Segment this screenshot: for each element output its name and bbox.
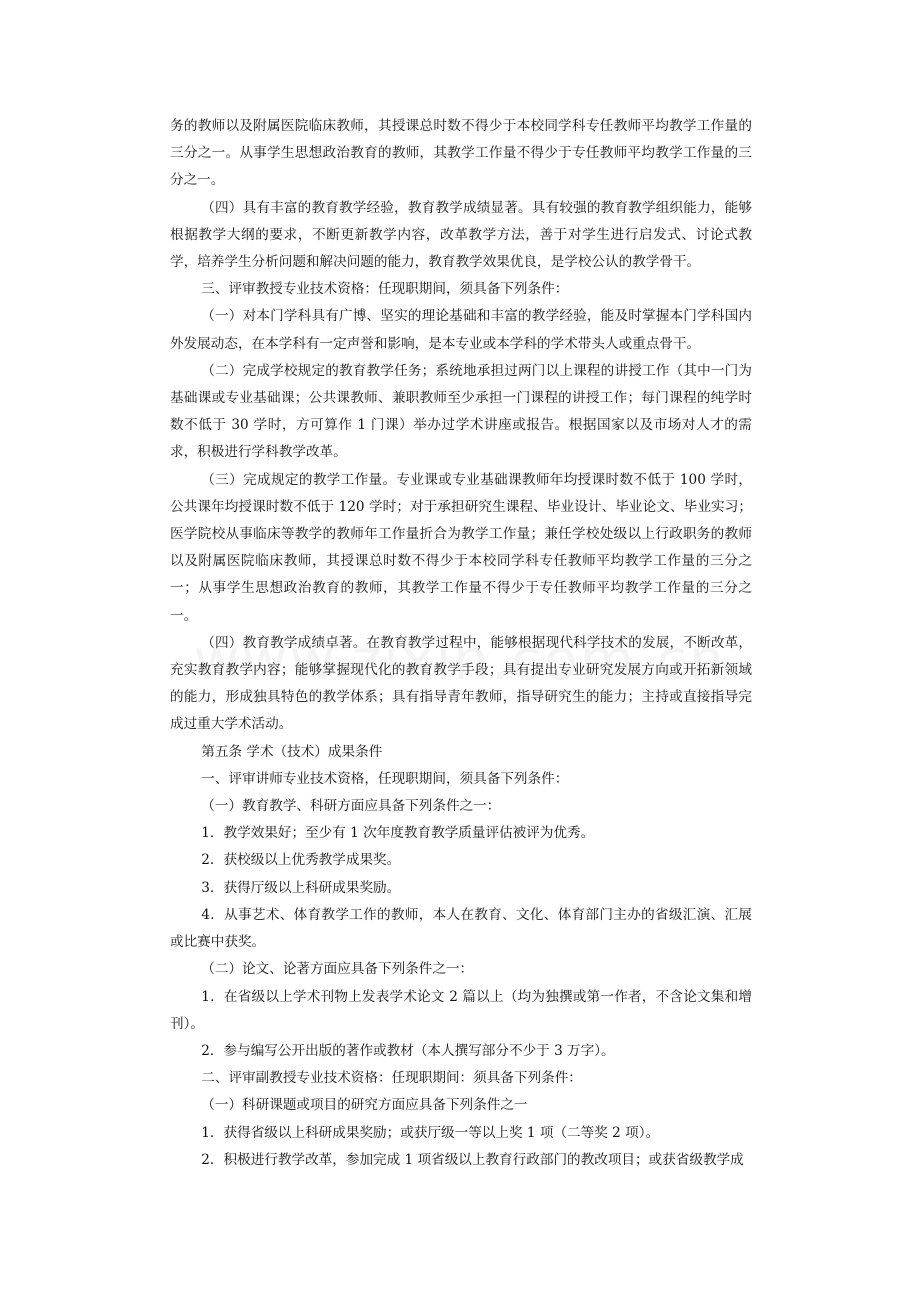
list-item: 1．在省级以上学术刊物上发表学术论文 2 篇以上（均为独撰或第一作者，不含论文集和增刊）。 bbox=[170, 988, 752, 1032]
paragraph: （一）对本门学科具有广博、坚实的理论基础和丰富的教学经验，能及时掌握本门学科国内外发展动态，在本学科有一定声誉和影响，是本专业或本学科的学术带头人或重点骨干。 bbox=[170, 308, 752, 352]
section-heading: 二、评审副教授专业技术资格：任现职期间：须具备下列条件： bbox=[201, 1070, 582, 1087]
list-item: 2．获校级以上优秀教学成果奖。 bbox=[201, 852, 401, 869]
subsection-heading: （一）科研课题或项目的研究方面应具备下列条件之一 bbox=[201, 1097, 528, 1114]
section-heading: 三、评审教授专业技术资格：任现职期间，须具备下列条件： bbox=[201, 281, 569, 298]
paragraph: （三）完成规定的教学工作量。专业课或专业基础课教师年均授课时数不低于 100 学时，公共课年均授课时数不低于 120 学时；对于承担研究生课程、毕业设计、毕业论文、毕业实习；医学院校从事临床等教学的教师年工作量折合为教学工作量；兼任学校处级以上行政职务的教师以及附属医院临床教师，其授课总时数不得少于本校同学科专任教师平均教学工作量的三分之一；从事学生思想政治教育的教师，其教学工作量不得少于专任教师平均教学工作量的三分之一。 bbox=[170, 471, 752, 624]
subsection-heading: （一）教育教学、科研方面应具备下列条件之一： bbox=[201, 798, 501, 815]
list-item: 4．从事艺术、体育教学工作的教师，本人在教育、文化、体育部门主办的省级汇演、汇展或比赛中获奖。 bbox=[170, 906, 752, 951]
paragraph: （四）具有丰富的教育教学经验，教育教学成绩显著。具有较强的教育教学组织能力，能够根据教学大纲的要求，不断更新教学内容，改革教学方法，善于对学生进行启发式、讨论式教学，培养学生分析问题和解决问题的能力，教育教学效果优良，是学校公认的教学骨干。 bbox=[170, 199, 752, 271]
list-item: 3．获得厅级以上科研成果奖励。 bbox=[201, 879, 401, 896]
paragraph: （二）完成学校规定的教育教学任务；系统地承担过两门以上课程的讲授工作（其中一门为基础课或专业基础课；公共课教师、兼职教师至少承担一门课程的讲授工作；每门课程的纯学时数不低于 30 学时，方可算作 1 门课）举办过学术讲座或报告。根据国家以及市场对人才的需求，积极进行学科教学改革。 bbox=[170, 362, 752, 461]
list-item: 1．获得省级以上科研成果奖励；或获厅级一等以上奖 1 项（二等奖 2 项）。 bbox=[201, 1124, 660, 1141]
document-body bbox=[170, 113, 752, 1174]
subsection-heading: （二）论文、论著方面应具备下列条件之一： bbox=[201, 961, 474, 978]
list-item: 1．教学效果好；至少有 1 次年度教育教学质量评估被评为优秀。 bbox=[201, 825, 595, 842]
section-heading: 一、评审讲师专业技术资格，任现职期间，须具备下列条件： bbox=[201, 770, 569, 787]
paragraph: 务的教师以及附属医院临床教师，其授课总时数不得少于本校同学科专任教师平均教学工作量的三分之一。从事学生思想政治教育的教师，其教学工作量不得少于专任教师平均教学工作量的三分之一。 bbox=[170, 118, 752, 189]
list-item: 2．积极进行教学改革，参加完成 1 项省级以上教育行政部门的教改项目；或获省级教学成 bbox=[201, 1151, 744, 1168]
article-heading: 第五条 学术（技术）成果条件 bbox=[201, 743, 383, 760]
list-item: 2．参与编写公开出版的著作或教材（本人撰写部分不少于 3 万字）。 bbox=[201, 1042, 615, 1059]
paragraph: （四）教育教学成绩卓著。在教育教学过程中，能够根据现代科学技术的发展，不断改革，充实教育教学内容；能够掌握现代化的教育教学手段；具有提出专业研究发展方向或开拓新领域的能力，形成独具特色的教学体系；具有指导青年教师，指导研究生的能力；主持或直接指导完成过重大学术活动。 bbox=[170, 634, 752, 733]
